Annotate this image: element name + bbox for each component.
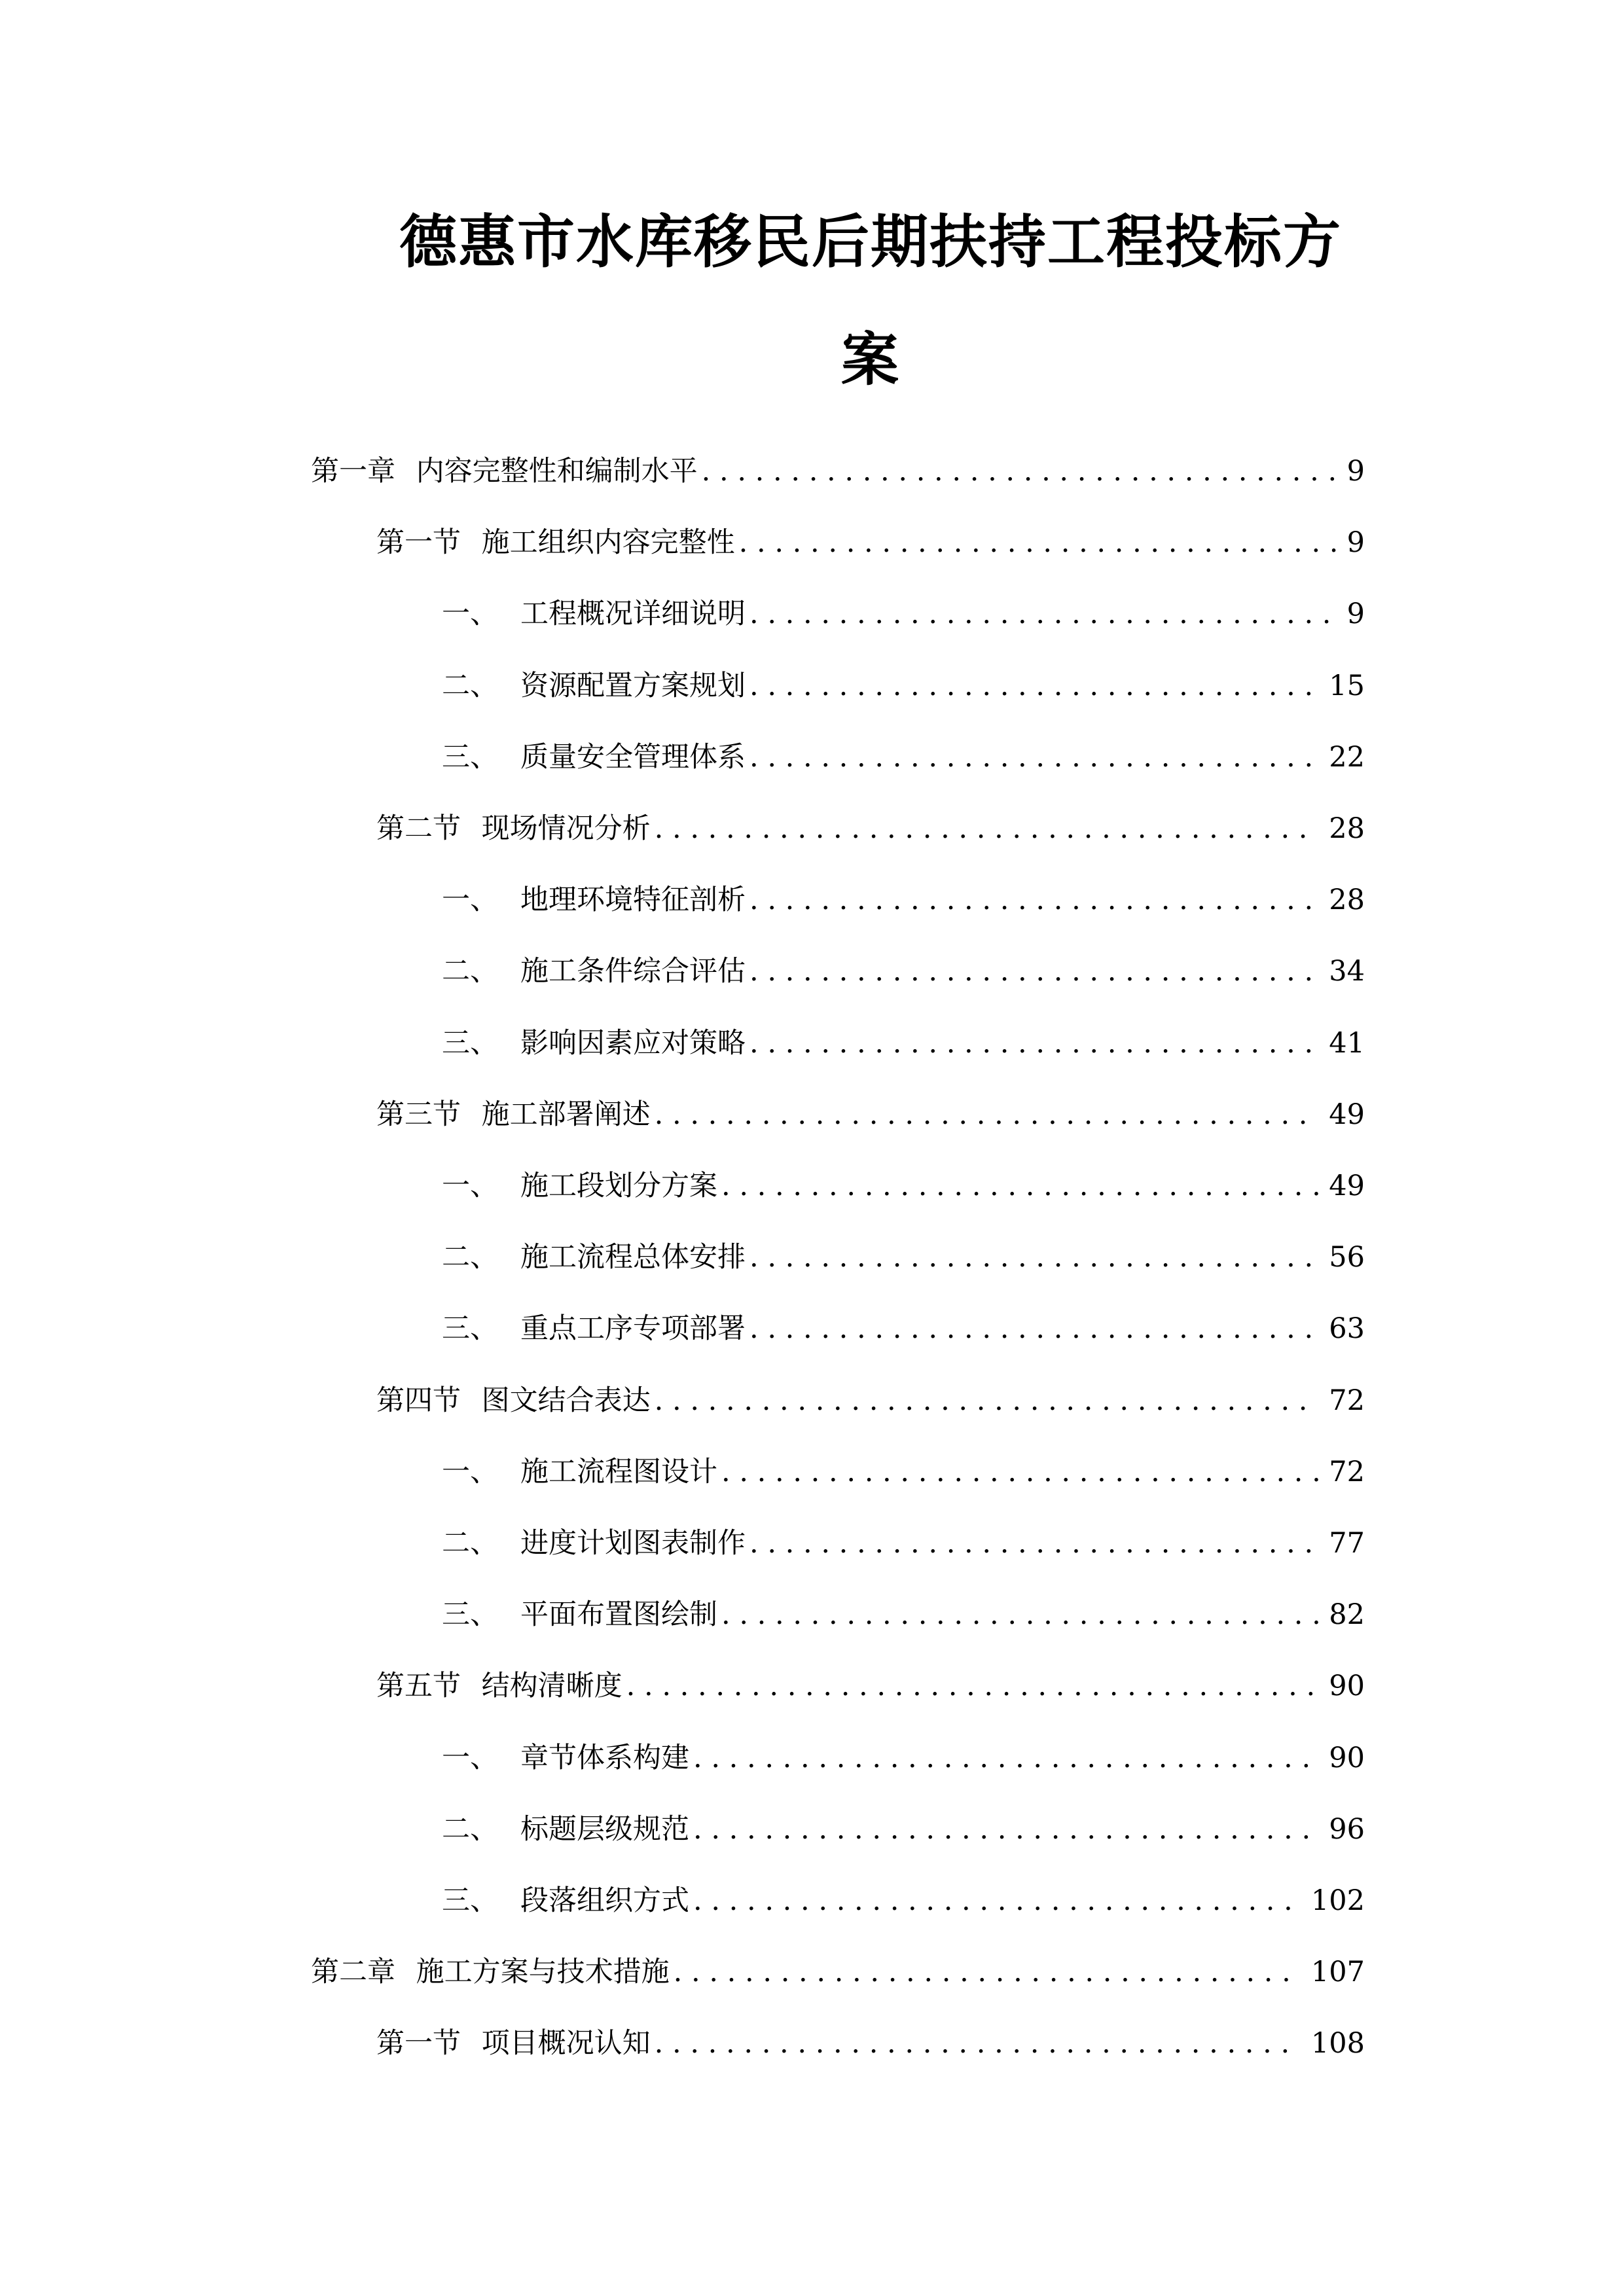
toc-dot-leader (749, 666, 1318, 706)
toc-entry-text: 地理环境特征剖析 (520, 884, 746, 916)
toc-entry-label: 一、 (442, 598, 498, 630)
toc-entry-title (376, 1095, 651, 1134)
toc-entry-title (442, 594, 746, 634)
toc-entry[interactable] (442, 666, 1365, 706)
toc-entry[interactable] (442, 1309, 1365, 1348)
toc-entry-title (442, 952, 746, 991)
toc-entry-text: 工程概况详细说明 (520, 598, 746, 630)
toc-entry-label: 第五节 (376, 1670, 461, 1702)
toc-dot-leader (655, 809, 1319, 848)
toc-entry-title (311, 452, 698, 491)
toc-entry-text: 质量安全管理体系 (520, 741, 746, 774)
toc-dot-leader (655, 1095, 1319, 1134)
toc-dot-leader (693, 1810, 1318, 1849)
toc-page-number: 28 (1329, 812, 1365, 845)
toc-entry-text: 重点工序专项部署 (520, 1312, 746, 1345)
toc-entry[interactable] (442, 1024, 1365, 1063)
toc-dot-leader (626, 1666, 1319, 1706)
toc-entry-label: 三、 (442, 1027, 498, 1060)
toc-entry-label: 一、 (442, 1170, 498, 1202)
toc-entry-label: 第一节 (376, 526, 461, 559)
toc-entry[interactable] (442, 880, 1365, 920)
toc-entry-title (442, 666, 746, 706)
toc-entry-label: 三、 (442, 1598, 498, 1631)
toc-entry[interactable] (442, 1452, 1365, 1492)
toc-entry-title (442, 1738, 689, 1778)
toc-dot-leader (693, 1881, 1301, 1920)
toc-entry-text: 章节体系构建 (520, 1742, 689, 1774)
toc-entry-text: 平面布置图绘制 (520, 1598, 717, 1631)
toc-entry-label: 二、 (442, 1241, 498, 1274)
toc-entry-label: 一、 (442, 1742, 498, 1774)
toc-dot-leader (749, 594, 1337, 634)
toc-page-number: 15 (1329, 670, 1365, 702)
toc-page-number: 108 (1310, 2027, 1365, 2060)
toc-entry[interactable] (376, 1666, 1365, 1706)
toc-page-number: 96 (1329, 1813, 1365, 1846)
toc-entry[interactable] (442, 1595, 1365, 1634)
toc-entry[interactable] (442, 952, 1365, 991)
toc-page-number: 72 (1329, 1456, 1365, 1488)
toc-entry[interactable] (442, 594, 1365, 634)
toc-entry-label: 一、 (442, 884, 498, 916)
toc-entry-text: 施工条件综合评估 (520, 955, 746, 988)
toc-entry-text: 施工流程总体安排 (520, 1241, 746, 1274)
toc-page-number: 9 (1346, 598, 1365, 630)
toc-entry-text: 进度计划图表制作 (520, 1527, 746, 1560)
toc-dot-leader (749, 1024, 1318, 1063)
toc-page-number: 107 (1310, 1956, 1365, 1988)
toc-entry-title (376, 809, 651, 848)
toc-entry-text: 结构清晰度 (481, 1670, 623, 1702)
toc-entry-text: 项目概况认知 (481, 2027, 651, 2060)
toc-entry-label: 二、 (442, 955, 498, 988)
toc-dot-leader (655, 1381, 1319, 1420)
document-title-line-2: 案 (840, 326, 900, 393)
toc-entry-label: 第一节 (376, 2027, 461, 2060)
toc-entry-label: 三、 (442, 1884, 498, 1917)
toc-entry-title (376, 1381, 651, 1420)
toc-entry-title (311, 1952, 670, 1992)
toc-entry[interactable] (442, 1238, 1365, 1277)
toc-page-number: 63 (1329, 1312, 1365, 1345)
toc-dot-leader (749, 1309, 1318, 1348)
toc-entry[interactable] (442, 1738, 1365, 1778)
toc-page-number: 28 (1329, 884, 1365, 916)
toc-entry-text: 现场情况分析 (481, 812, 651, 845)
toc-entry-text: 影响因素应对策略 (520, 1027, 746, 1060)
document-title-line-1: 德惠市水库移民后期扶持工程投标方 (399, 208, 1342, 276)
toc-dot-leader (702, 452, 1337, 491)
toc-entry-text: 施工流程图设计 (520, 1456, 717, 1488)
toc-dot-leader (721, 1166, 1318, 1206)
toc-entry-title (442, 1166, 717, 1206)
toc-dot-leader (749, 1238, 1318, 1277)
toc-entry[interactable] (376, 809, 1365, 848)
toc-entry-title (442, 880, 746, 920)
toc-entry-title (442, 1810, 689, 1849)
toc-entry-label: 二、 (442, 670, 498, 702)
toc-entry[interactable] (442, 1881, 1365, 1920)
toc-page-number: 56 (1329, 1241, 1365, 1274)
toc-dot-leader (655, 2024, 1301, 2063)
toc-page-number: 72 (1329, 1384, 1365, 1417)
toc-dot-leader (721, 1595, 1318, 1634)
toc-entry[interactable] (376, 1381, 1365, 1420)
toc-page-number: 90 (1329, 1742, 1365, 1774)
toc-page-number: 22 (1329, 741, 1365, 774)
toc-dot-leader (739, 523, 1337, 562)
toc-entry-title (442, 1024, 746, 1063)
toc-entry[interactable] (442, 1166, 1365, 1206)
toc-entry-title (442, 1309, 746, 1348)
toc-entry-title (376, 2024, 651, 2063)
toc-entry-title (442, 1595, 717, 1634)
toc-entry[interactable] (376, 1095, 1365, 1134)
toc-entry-label: 二、 (442, 1813, 498, 1846)
toc-page-number: 77 (1329, 1527, 1365, 1560)
toc-entry-text: 图文结合表达 (481, 1384, 651, 1417)
toc-page-number: 90 (1329, 1670, 1365, 1702)
toc-entry-title (442, 738, 746, 777)
toc-dot-leader (749, 880, 1318, 920)
toc-entry-text: 施工段划分方案 (520, 1170, 717, 1202)
toc-entry-text: 资源配置方案规划 (520, 670, 746, 702)
toc-entry-label: 二、 (442, 1527, 498, 1560)
toc-entry-text: 标题层级规范 (520, 1813, 689, 1846)
toc-entry-label: 三、 (442, 1312, 498, 1345)
toc-dot-leader (749, 952, 1318, 991)
toc-entry-title (376, 1666, 623, 1706)
toc-page-number: 49 (1329, 1098, 1365, 1131)
toc-page-number: 49 (1329, 1170, 1365, 1202)
toc-entry-text: 段落组织方式 (520, 1884, 689, 1917)
toc-entry-title (442, 1238, 746, 1277)
toc-entry-label: 三、 (442, 741, 498, 774)
toc-entry-title (376, 523, 735, 562)
toc-entry[interactable] (442, 1810, 1365, 1849)
toc-entry-title (442, 1524, 746, 1563)
toc-dot-leader (693, 1738, 1318, 1778)
toc-entry[interactable] (376, 523, 1365, 562)
toc-page-number: 9 (1346, 526, 1365, 559)
toc-entry-text: 施工部署阐述 (481, 1098, 651, 1131)
toc-dot-leader (749, 1524, 1318, 1563)
toc-page-number: 41 (1329, 1027, 1365, 1060)
toc-page-number: 9 (1346, 455, 1365, 488)
toc-entry[interactable] (311, 452, 1365, 491)
toc-page-number: 34 (1329, 955, 1365, 988)
toc-dot-leader (749, 738, 1318, 777)
toc-entry[interactable] (376, 2024, 1365, 2063)
toc-entry-label: 第三节 (376, 1098, 461, 1131)
toc-dot-leader (674, 1952, 1301, 1992)
toc-entry-label: 第二节 (376, 812, 461, 845)
toc-entry-label: 一、 (442, 1456, 498, 1488)
toc-entry[interactable] (442, 1524, 1365, 1563)
toc-entry[interactable] (442, 738, 1365, 777)
toc-page-number: 102 (1310, 1884, 1365, 1917)
toc-entry-title (442, 1452, 717, 1492)
toc-entry-label: 第二章 (311, 1956, 395, 1988)
toc-page-number: 82 (1329, 1598, 1365, 1631)
toc-entry-label: 第四节 (376, 1384, 461, 1417)
toc-entry[interactable] (311, 1952, 1365, 1992)
toc-entry-text: 内容完整性和编制水平 (416, 455, 698, 488)
toc-entry-text: 施工方案与技术措施 (416, 1956, 670, 1988)
toc-entry-label: 第一章 (311, 455, 395, 488)
toc-entry-title (442, 1881, 689, 1920)
toc-dot-leader (721, 1452, 1318, 1492)
toc-entry-text: 施工组织内容完整性 (481, 526, 735, 559)
